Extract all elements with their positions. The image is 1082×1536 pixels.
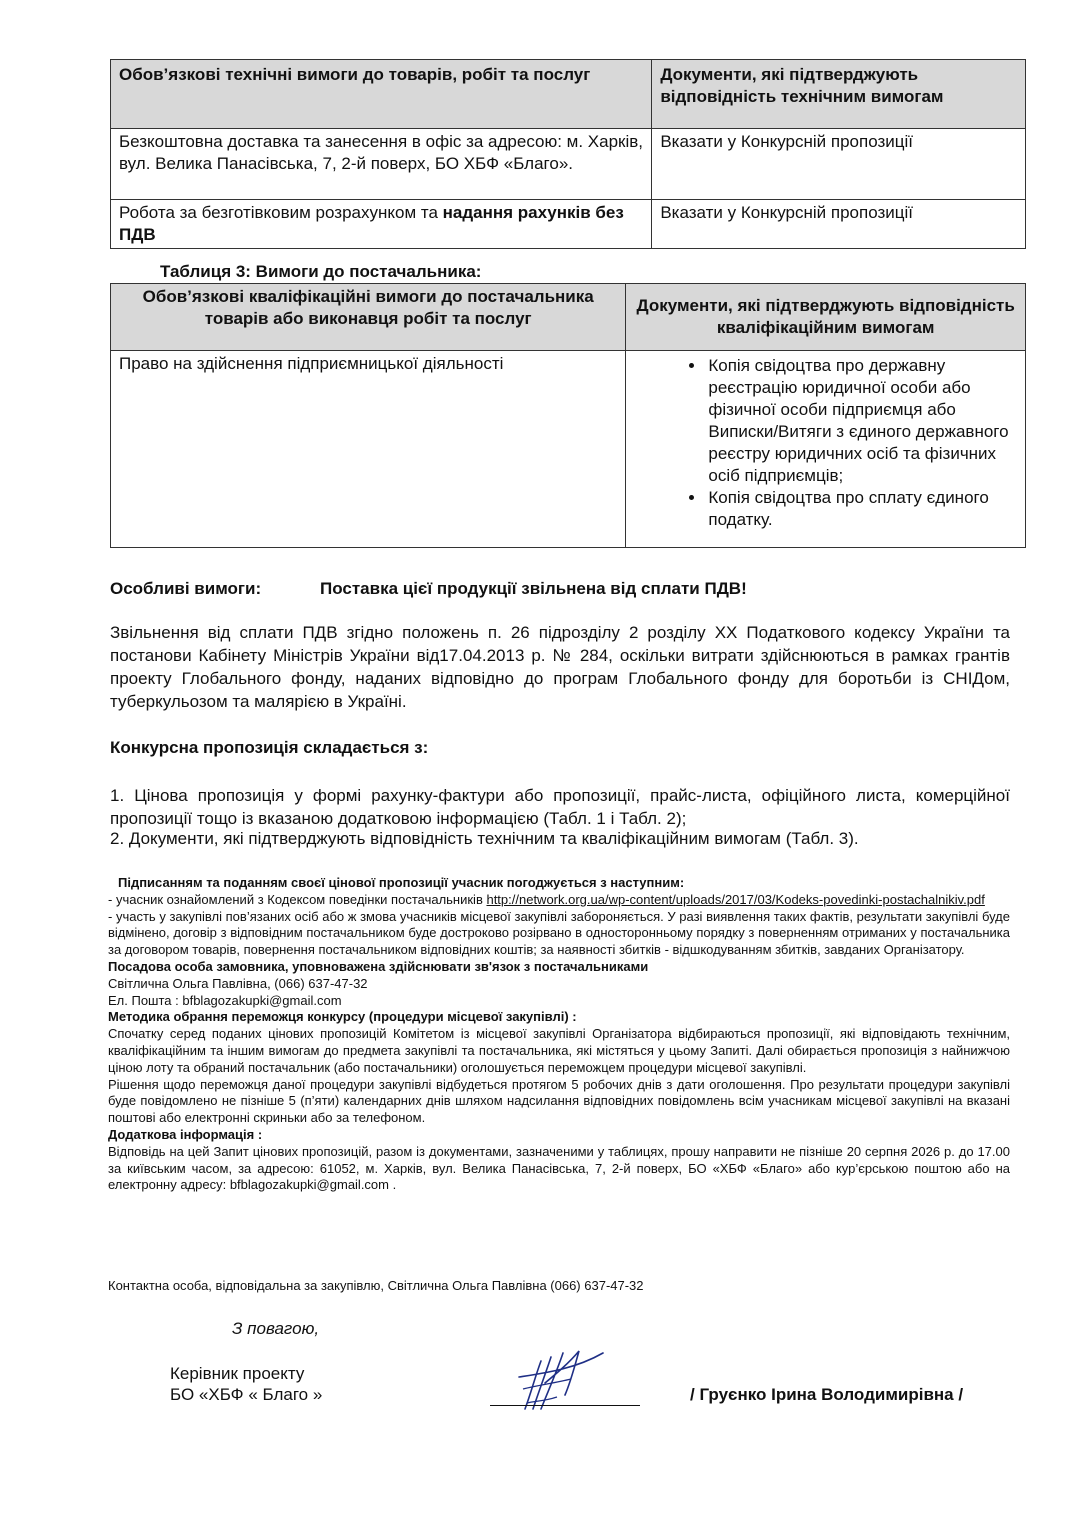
header-cell: Обов’язкові технічні вимоги до товарів, робіт та послуг [111, 60, 652, 129]
technical-requirements-table [110, 59, 1026, 249]
agree-item-1-text: - учасник ознайомлений з Кодексом поведінки постачальників [108, 891, 487, 907]
official-name: Світлична Ольга Павлівна, (066) 637-47-32 [108, 975, 368, 991]
email-line [108, 993, 1010, 1010]
header-cell: Документи, які підтверджують відповідність технічним вимогам [652, 60, 1026, 129]
email-value: bfblagozakupki@gmail.com [182, 992, 342, 1008]
proposal-item-1: 1. Цінова пропозиція у формі рахунку-фактури або пропозиції, прайс-листа, офіційного листа, комерційної пропозиції тощо із вказаною додатковою інформацією (Табл. 1 і Табл. 2); [110, 786, 1010, 828]
documents-list [634, 355, 1017, 531]
regards: З повагою, [232, 1319, 320, 1338]
table3-caption: Таблиця 3: Вимоги до постачальника: [160, 262, 482, 281]
qualification-requirements-table [110, 283, 1026, 548]
table-cell [626, 351, 1026, 548]
table-row [111, 129, 1026, 200]
agree-item-2: - участь у закупівлі пов’язаних осіб або ж змова учасників місцевої закупівлі забороняється. У разі виявлення таких фактів, результати закупівлі буде відмінено, договір з відповідним постачальником буде достроково розірвано в односторонньому порядку з поверненням отриманих у постачальника за договором товарів, повернення постачальником відповідних коштів; за наявності збитків - відшкодуванням збитків, завданих Організатору. [108, 908, 1010, 958]
agree-heading: Підписанням та поданням своєї цінової пропозиції учасник погоджується з наступним: [118, 875, 685, 890]
code-of-conduct-link[interactable]: http://network.org.ua/wp-content/uploads/2017/03/Kodeks-povedinki-postachalnikiv.pdf [486, 891, 985, 907]
signer-org: БО «ХБФ « Благо » [170, 1385, 323, 1404]
table-header-row [111, 60, 1026, 129]
proposal-heading: Конкурсна пропозиція складається з: [110, 738, 429, 757]
agree-item-1 [108, 892, 1010, 909]
method-paragraph-1: Спочатку серед поданих цінових пропозицій Комітетом із місцевої закупівлі Організатора відбираються пропозиції, які відповідають технічним, кваліфікаційним та іншим вимогам до предмета закупівлі та постачальника, які містяться у цьому Запиті. Далі обирається пропозиція з найнижчою ціною лоту та обраний постачальник (або постачальники) оголошується переможцем процедури місцевої закупівлі. [108, 1026, 1010, 1075]
cell-bold-text: надання рахунків без ПДВ [119, 203, 624, 244]
special-text: Поставка цієї продукції звільнена від сплати ПДВ! [320, 579, 747, 598]
email-label: Ел. Пошта : [108, 992, 183, 1008]
special-label: Особливі вимоги: [110, 579, 262, 598]
header-cell: Обов’язкові кваліфікаційні вимоги до постачальника товарів або виконавця робіт та послуг [111, 284, 626, 351]
contact-line: Контактна особа, відповідальна за закупівлю, Світлична Ольга Павлівна (066) 637-47-32 [108, 1278, 644, 1293]
table-cell: Вказати у Конкурсній пропозиції [652, 200, 1026, 249]
table-cell: Вказати у Конкурсній пропозиції [652, 129, 1026, 200]
extra-paragraph: Відповідь на цей Запит цінових пропозицій, разом із документами, зазначеними у таблицях, прошу направити не пізніше 20 серпня 2026 р. до 17.00 за київським часом, за адресою: 61052, м. Харків, вул. Велика Панасівська, 7, 2-й поверх, БО «ХБФ «Благо» або кур’єрською поштою або на електронну адресу: bfblagozakupki@gmail.com . [108, 1143, 1010, 1193]
table-row [111, 351, 1026, 548]
table-cell: Право на здійснення підприємницької діяльності [111, 351, 626, 548]
table-cell [111, 200, 652, 249]
method-paragraph-2: Рішення щодо переможця даної процедури закупівлі відбудеться протягом 5 робочих днів з дати оголошення. Про результати процедури закупівлі буде повідомлено не пізніше 5 (п’яти) календарних днів шляхом надсилання відповідних повідомлень всім учасникам місцевої закупівлі на вказані поштові або електронні скриньки або за телефоном. [108, 1076, 1010, 1126]
signature-line [490, 1405, 640, 1406]
signer-name: / Груєнко Ірина Володимирівна / [690, 1385, 964, 1404]
table-header-row [111, 284, 1026, 351]
vat-paragraph: Звільнення від сплати ПДВ згідно положень п. 26 підрозділу 2 розділу ХХ Податкового кодексу України та постанови Кабінету Міністрів України від17.04.2013 р. № 284, оскільки витрати здійснюються в рамках грантів проекту Глобального фонду, наданих відповідно до програм Глобального фонду для боротьби із СНІДом, туберкульозом та малярією в Україні. [110, 623, 1010, 711]
cell-text: Робота за безготівковим розрахунком та [119, 203, 443, 222]
header-cell: Документи, які підтверджують відповідність кваліфікаційним вимогам [626, 284, 1026, 351]
table-cell: Безкоштовна доставка та занесення в офіс за адресою: м. Харків, вул. Велика Панасівська, 7, 2-й поверх, БО ХБФ «Благо». [111, 129, 652, 200]
terms-block [108, 875, 1010, 1194]
method-heading: Методика обрання переможця конкурсу (процедури місцевої закупівлі) : [108, 1009, 577, 1025]
signer-role: Керівник проекту [170, 1364, 305, 1383]
proposal-item-2: 2. Документи, які підтверджують відповідність технічним та кваліфікаційним вимогам (Табл. 3). [110, 829, 859, 848]
extra-heading: Додаткова інформація : [108, 1126, 263, 1142]
official-heading: Посадова особа замовника, уповноважена здійснювати зв'язок з постачальниками [108, 958, 649, 974]
list-item: • Копія свідоцтва про державну реєстрацію юридичної особи або фізичної особи підприємця або Виписки/Витяги з єдиного державного реєстру юридичних осіб та фізичних осіб підприємців; [706, 355, 1017, 487]
list-item: • Копія свідоцтва про сплату єдиного податку. [706, 487, 1017, 531]
table-row [111, 200, 1026, 249]
